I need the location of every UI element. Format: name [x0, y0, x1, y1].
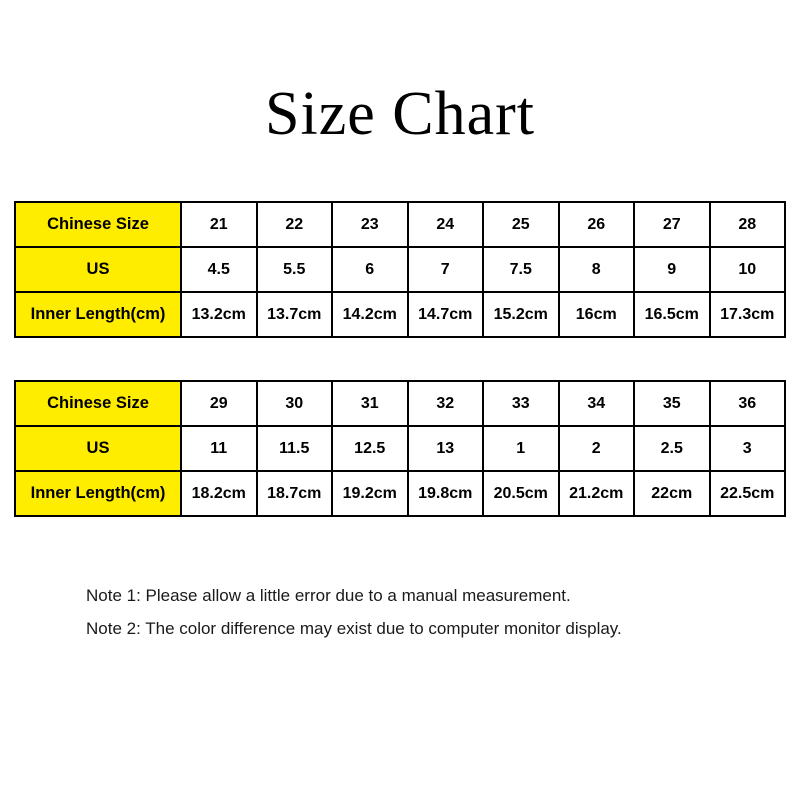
cell-value: 15.2cm [483, 292, 559, 337]
cell-value: 21 [181, 202, 257, 247]
cell-value: 16.5cm [634, 292, 710, 337]
note-1: Note 1: Please allow a little error due to a manual measurement. [86, 586, 571, 606]
cell-value: 14.2cm [332, 292, 408, 337]
cell-value: 19.8cm [408, 471, 484, 516]
table-row [15, 247, 785, 292]
cell-value: 7.5 [483, 247, 559, 292]
row-header-chinese-size: Chinese Size [15, 381, 181, 426]
row-header-us: US [15, 247, 181, 292]
table-row [15, 471, 785, 516]
cell-value: 6 [332, 247, 408, 292]
row-header-us: US [15, 426, 181, 471]
size-table-2-wrapper [14, 380, 786, 517]
cell-value: 16cm [559, 292, 635, 337]
cell-value: 13.7cm [257, 292, 333, 337]
cell-value: 35 [634, 381, 710, 426]
cell-value: 25 [483, 202, 559, 247]
cell-value: 24 [408, 202, 484, 247]
cell-value: 22 [257, 202, 333, 247]
cell-value: 27 [634, 202, 710, 247]
table-row [15, 426, 785, 471]
note-2: Note 2: The color difference may exist due to computer monitor display. [86, 619, 622, 639]
cell-value: 23 [332, 202, 408, 247]
cell-value: 22cm [634, 471, 710, 516]
cell-value: 7 [408, 247, 484, 292]
notes-section [0, 579, 800, 645]
cell-value: 34 [559, 381, 635, 426]
cell-value: 20.5cm [483, 471, 559, 516]
cell-value: 31 [332, 381, 408, 426]
cell-value: 10 [710, 247, 786, 292]
cell-value: 2 [559, 426, 635, 471]
cell-value: 28 [710, 202, 786, 247]
cell-value: 26 [559, 202, 635, 247]
cell-value: 21.2cm [559, 471, 635, 516]
table-row [15, 202, 785, 247]
row-header-inner-length: Inner Length(cm) [15, 471, 181, 516]
cell-value: 13 [408, 426, 484, 471]
cell-value: 9 [634, 247, 710, 292]
cell-value: 12.5 [332, 426, 408, 471]
cell-value: 30 [257, 381, 333, 426]
size-table-1-wrapper [14, 201, 786, 338]
cell-value: 3 [710, 426, 786, 471]
table-row [15, 292, 785, 337]
cell-value: 19.2cm [332, 471, 408, 516]
size-table-2 [14, 380, 786, 517]
table-row [15, 381, 785, 426]
cell-value: 18.2cm [181, 471, 257, 516]
cell-value: 1 [483, 426, 559, 471]
cell-value: 17.3cm [710, 292, 786, 337]
cell-value: 29 [181, 381, 257, 426]
size-table-1 [14, 201, 786, 338]
cell-value: 4.5 [181, 247, 257, 292]
cell-value: 33 [483, 381, 559, 426]
cell-value: 11.5 [257, 426, 333, 471]
cell-value: 22.5cm [710, 471, 786, 516]
row-header-inner-length: Inner Length(cm) [15, 292, 181, 337]
cell-value: 8 [559, 247, 635, 292]
page-title: Size Chart [265, 80, 535, 148]
cell-value: 14.7cm [408, 292, 484, 337]
cell-value: 18.7cm [257, 471, 333, 516]
cell-value: 5.5 [257, 247, 333, 292]
row-header-chinese-size: Chinese Size [15, 202, 181, 247]
cell-value: 11 [181, 426, 257, 471]
cell-value: 2.5 [634, 426, 710, 471]
cell-value: 32 [408, 381, 484, 426]
cell-value: 13.2cm [181, 292, 257, 337]
cell-value: 36 [710, 381, 786, 426]
